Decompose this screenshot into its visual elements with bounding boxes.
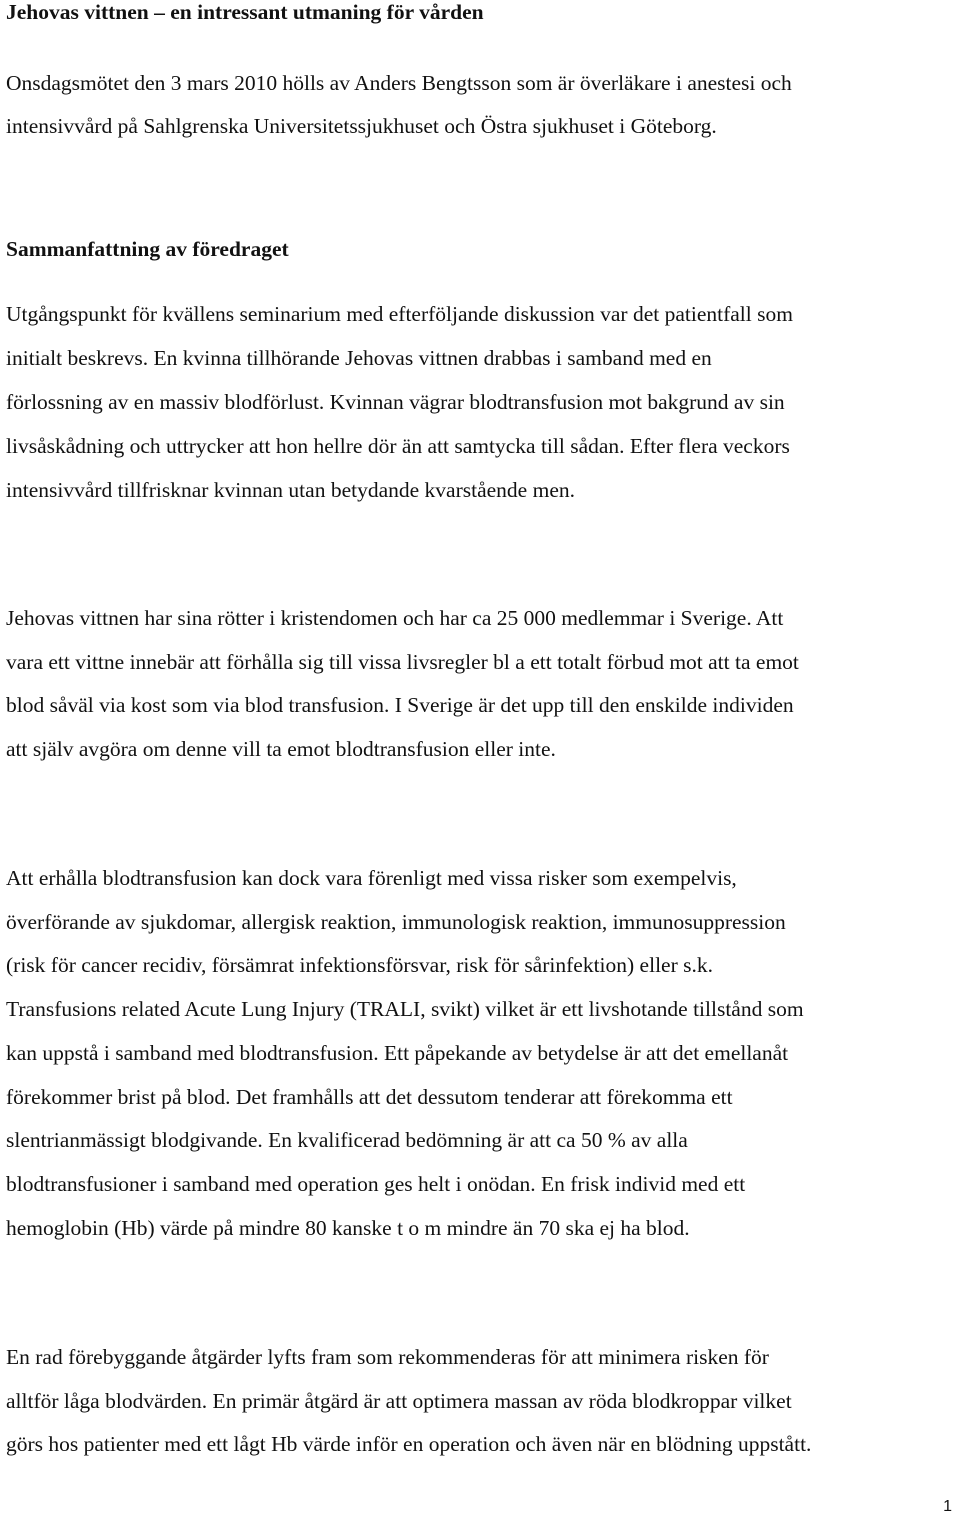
text-line: vara ett vittne innebär att förhålla sig till vissa livsregler bl a ett totalt förbud mot att ta emot: [6, 649, 799, 674]
text-line: Onsdagsmötet den 3 mars 2010 hölls av Anders Bengtsson som är överläkare i anestesi och: [6, 71, 792, 95]
paragraph-preventive-measures: [6, 1336, 956, 1467]
text-line: intensivvård på Sahlgrenska Universitetssjukhuset och Östra sjukhuset i Göteborg.: [6, 114, 717, 138]
text-line: förekommer brist på blod. Det framhålls att det dessutom tenderar att förekomma ett: [6, 1084, 733, 1109]
text-line: Jehovas vittnen har sina rötter i kristendomen och har ca 25 000 medlemmar i Sverige. Att: [6, 606, 784, 630]
text-line: att själv avgöra om denne vill ta emot blodtransfusion eller inte.: [6, 736, 556, 761]
text-line: hemoglobin (Hb) värde på mindre 80 kanske t o m mindre än 70 ska ej ha blod.: [6, 1215, 690, 1240]
text-line: En rad förebyggande åtgärder lyfts fram som rekommenderas för att minimera risken för: [6, 1345, 769, 1369]
text-line: alltför låga blodvärden. En primär åtgärd är att optimera massan av röda blodkroppar vilket: [6, 1388, 792, 1413]
text-line: blodtransfusioner i samband med operation ges helt i onödan. En frisk individ med ett: [6, 1171, 746, 1196]
text-line: förlossning av en massiv blodförlust. Kvinnan vägrar blodtransfusion mot bakgrund av sin: [6, 390, 785, 414]
text-line: överförande av sjukdomar, allergisk reaktion, immunologisk reaktion, immunosuppression: [6, 909, 786, 934]
text-line: Att erhålla blodtransfusion kan dock vara förenligt med vissa risker som exempelvis,: [6, 866, 737, 890]
text-line: intensivvård tillfrisknar kvinnan utan betydande kvarstående men.: [6, 478, 575, 502]
text-line: blod såväl via kost som via blod transfusion. I Sverige är det upp till den enskilde individen: [6, 693, 794, 717]
paragraph-jehovas-vittnen: [6, 597, 956, 771]
page-number: 1: [943, 1498, 952, 1515]
text-line: Transfusions related Acute Lung Injury (TRALI, svikt) vilket är ett livshotande tillstånd som: [6, 997, 804, 1022]
text-line: kan uppstå i samband med blodtransfusion. Ett påpekande av betydelse är att det emellanåt: [6, 1040, 789, 1065]
text-line: görs hos patienter med ett lågt Hb värde inför en operation och även när en blödning uppstått.: [6, 1432, 812, 1456]
document-title: Jehovas vittnen – en intressant utmaning för vården: [6, 0, 484, 24]
text-line: initialt beskrevs. En kvinna tillhörande Jehovas vittnen drabbas i samband med en: [6, 346, 712, 370]
text-line: slentrianmässigt blodgivande. En kvalificerad bedömning är att ca 50 % av alla: [6, 1128, 688, 1153]
paragraph-transfusion-risks: [6, 857, 956, 1250]
text-line: (risk för cancer recidiv, försämrat infektionsförsvar, risk för sårinfektion) eller s.k.: [6, 953, 713, 978]
intro-paragraph: [6, 62, 956, 148]
text-line: Utgångspunkt för kvällens seminarium med efterföljande diskussion var det patientfall som: [6, 302, 793, 326]
summary-heading: Sammanfattning av föredraget: [6, 237, 289, 261]
paragraph-patient-case: [6, 292, 956, 512]
text-line: livsåskådning och uttrycker att hon hellre dör än att samtycka till sådan. Efter flera veckors: [6, 434, 790, 458]
